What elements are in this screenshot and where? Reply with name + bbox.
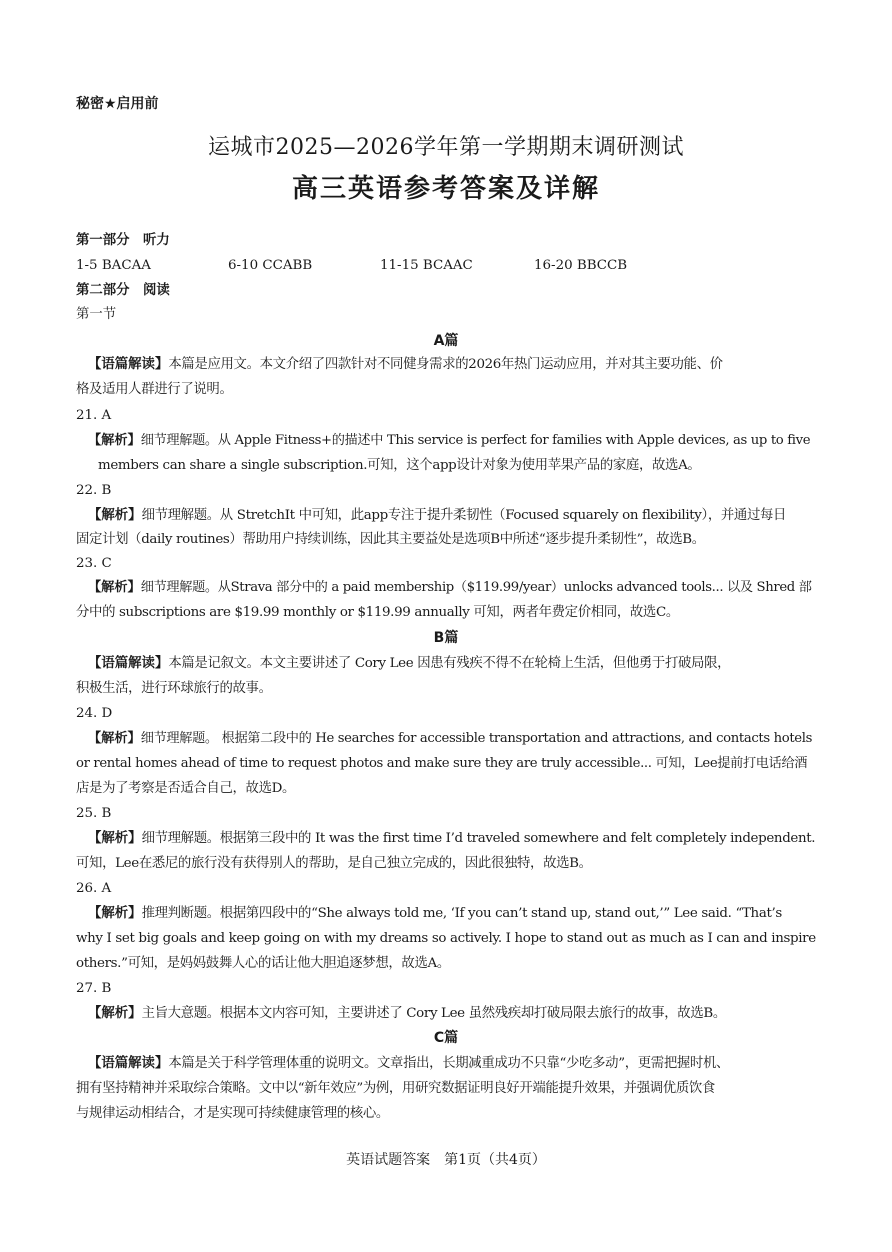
answer-24: 24. D <box>76 706 113 721</box>
page-footer: 英语试题答案 第1页（共4页） <box>346 1152 546 1168</box>
listening-answers-3: 11-15 BCAAC <box>380 258 473 273</box>
passage-c-intro-1: 【语篇解读】本篇是关于科学管理体重的说明文。文章指出，长期减重成功不只靠“少吃多动”，更需把握时机、 <box>88 1056 730 1071</box>
answer-25: 25. B <box>76 806 112 821</box>
analysis-22-2: 固定计划（daily routines）帮助用户持续训练，因此其主要益处是选项B中所述“逐步提升柔韧性”，故选B。 <box>76 532 705 547</box>
passage-a-intro-1: 【语篇解读】本篇是应用文。本文介绍了四款针对不同健身需求的2026年热门运动应用，并对其主要功能、价 <box>88 357 723 372</box>
answer-23: 23. C <box>76 556 112 571</box>
analysis-27-1: 【解析】主旨大意题。根据本文内容可知，主要讲述了 Cory Lee 虽然残疾却打破局限去旅行的故事，故选B。 <box>88 1006 726 1021</box>
confidential-label: 秘密★启用前 <box>76 96 159 112</box>
answer-22: 22. B <box>76 483 112 498</box>
analysis-26-3: others.”可知，是妈妈鼓舞人心的话让他大胆追逐梦想，故选A。 <box>76 956 450 971</box>
part1-heading: 第一部分 听力 <box>76 233 170 248</box>
analysis-22-1: 【解析】细节理解题。从 StretchIt 中可知，此app专注于提升柔韧性（Focused squarely on flexibility），并通过每日 <box>88 508 787 523</box>
passage-a-intro-2: 格及适用人群进行了说明。 <box>76 382 233 397</box>
answer-26: 26. A <box>76 881 112 896</box>
analysis-26-1: 【解析】推理判断题。根据第四段中的“She always told me, ‘If you can’t stand up, stand out,’” Lee said. “That’s <box>88 906 782 921</box>
exam-title: 运城市2025—2026学年第一学期期末调研测试 <box>208 135 684 160</box>
passage-c-title: C篇 <box>433 1030 459 1046</box>
analysis-23-2: 分中的 subscriptions are $19.99 monthly or $119.99 annually 可知，两者年费定价相同，故选C。 <box>76 605 679 620</box>
analysis-24-1: 【解析】细节理解题。 根据第二段中的 He searches for accessible transportation and attractions, and contacts hotels <box>88 731 813 746</box>
reading-tag: 【语篇解读】 <box>88 357 169 372</box>
section-label: 第一节 <box>76 307 117 322</box>
analysis-24-2: or rental homes ahead of time to request photos and make sure they are truly accessible... 可知，Lee提前打电话给酒 <box>76 756 808 771</box>
answer-21: 21. A <box>76 408 112 423</box>
passage-b-title: B篇 <box>433 630 459 646</box>
listening-answers-1: 1-5 BACAA <box>76 258 151 273</box>
analysis-21-1: 【解析】细节理解题。从 Apple Fitness+的描述中 This service is perfect for families with Apple devices, as up to five <box>88 433 811 448</box>
analysis-26-2: why I set big goals and keep going on with my dreams so actively. I hope to stand out as much as I can and inspire <box>76 931 816 946</box>
analysis-23-1: 【解析】细节理解题。从Strava 部分中的 a paid membership（$119.99/year）unlocks advanced tools... 以及 Shred 部 <box>88 580 812 595</box>
listening-answers-2: 6-10 CCABB <box>228 258 313 273</box>
part2-heading: 第二部分 阅读 <box>76 283 170 298</box>
passage-b-intro-2: 积极生活，进行环球旅行的故事。 <box>76 681 272 696</box>
passage-a-title: A篇 <box>433 333 459 349</box>
listening-answers-4: 16-20 BBCCB <box>534 258 628 273</box>
passage-c-intro-2: 拥有坚持精神并采取综合策略。文中以“新年效应”为例，用研究数据证明良好开端能提升效果，并强调优质饮食 <box>76 1081 715 1096</box>
document-subtitle: 高三英语参考答案及详解 <box>291 174 600 204</box>
analysis-25-1: 【解析】细节理解题。根据第三段中的 It was the first time I’d traveled somewhere and felt completely independent. <box>88 831 816 846</box>
passage-c-intro-3: 与规律运动相结合，才是实现可持续健康管理的核心。 <box>76 1106 389 1121</box>
answer-27: 27. B <box>76 981 112 996</box>
analysis-25-2: 可知，Lee在悉尼的旅行没有获得别人的帮助，是自己独立完成的，因此很独特，故选B。 <box>76 856 592 871</box>
analysis-24-3: 店是为了考察是否适合自己，故选D。 <box>76 781 296 796</box>
passage-b-intro-1: 【语篇解读】本篇是记叙文。本文主要讲述了 Cory Lee 因患有残疾不得不在轮椅上生活，但他勇于打破局限， <box>88 656 731 671</box>
analysis-21-2: members can share a single subscription.可知，这个app设计对象为使用苹果产品的家庭，故选A。 <box>98 458 701 473</box>
